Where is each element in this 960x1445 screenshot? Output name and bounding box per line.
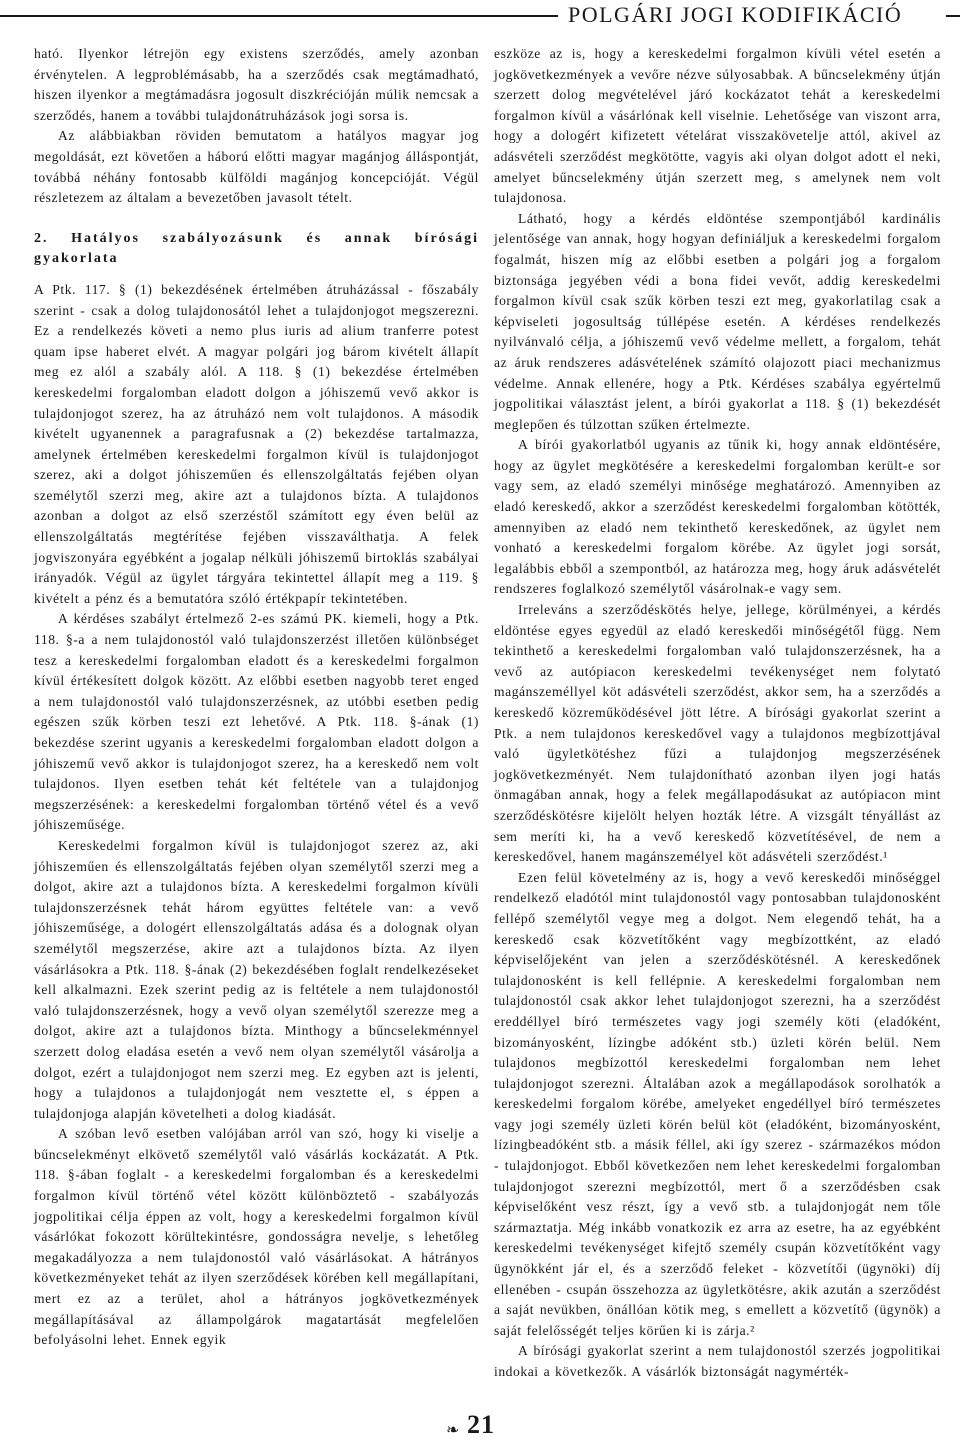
left-column (34, 44, 479, 1351)
page-header (0, 0, 960, 34)
paragraph: A bírósági gyakorlat szerint a nem tulajdonostól szerzés jogpolitikai indokai a következők. A vásárlók biztonságát nagymérték- (494, 1343, 941, 1379)
page-number: 21 (467, 1410, 495, 1439)
running-title: POLGÁRI JOGI KODIFIKÁCIÓ (568, 2, 903, 27)
right-column (494, 44, 941, 1383)
section-heading: 2. Hatályos szabályozásunk és annak bírósági gyakorlata (34, 230, 479, 267)
ornament-icon: ❧ (446, 1422, 460, 1439)
paragraph: eszköze az is, hogy a kereskedelmi forgalmon kívüli vétel esetén a jogkövetkezmények a vevőre nézve súlyosabbak. A bűncselekmény útján szerzett dolog megvételével járó kockázatot tehát a kereskedelmi forgalmon kívül a vásárlónak kell viselnie. Lehetősége van viszont arra, hogy a dologért kifizetett vételárat visszakövetelje attól, akivel az adásvételi szerződést megkötötte, vagyis aki olyan dolgot adott el neki, amelyet bűncselekmény útján szerzett meg, s amelynek nem volt tulajdonosa. (494, 46, 941, 206)
paragraph: A kérdéses szabályt értelmező 2-es számú PK. kiemeli, hogy a Ptk. 118. §-a a nem tulajdonostól való tulajdonszerzést illetően különbséget tesz a kereskedelmi forgalomban eladott és a kereskedelmi forgalmon kívül értékesített dolgok között. Az előbbi esetben nagyobb teret enged a nem tulajdonostól való tulajdonszerzésnek, az utóbbi esetben pedig egészen szűk körben teszi ezt lehetővé. A Ptk. 118. §-ának (1) bekezdése szerint ugyanis a kereskedelmi forgalomban eladott dolgon a jóhiszemű vevő akkor is tulajdonjogot szerez, ha a kereskedő nem volt tulajdonos. Ilyen esetben tehát két feltétele van a tulajdonjog megszerzésének: a kereskedelmi forgalomban történő vétel és a vevő jóhiszeműsége. (34, 611, 479, 833)
paragraph: Irreleváns a szerződéskötés helye, jellege, körülményei, a kérdés eldöntése egyes egyedül az eladó kereskedői minőségétől függ. Nem tekinthető a kereskedelmi forgalomban való tulajdonszerzésnek, ha a vevő az autópiacon kereskedelmi tevékenységet nem folytató magánszeméllyel köt adásvételi szerződést, akkor sem, ha a szerződés a kereskedő közreműködésével jött létre. A bírósági gyakorlat szerint a Ptk. a nem tulajdonos kereskedővel vagy a tulajdonos megbízottjával való ügyletkötéshez fűzi a tulajdonjog megszerzésének jogkövetkezményét. Nem tulajdonítható azonban ilyen jogi hatás önmagában annak, hogy a felek megállapodásukat az autópiacon mint szerződéskötésre kijelölt helyen hozták létre. A vizsgált tényállást az sem meríti ki, ha a vevő kereskedő közvetítésével, de nem a kereskedővel, hanem magánszemélyel köt adásvételi szerződést.¹ (494, 602, 941, 865)
header-rule-right (946, 15, 960, 17)
paragraph: Az alábbiakban röviden bemutatom a hatályos magyar jog megoldását, ezt követően a háború előtti magyar magánjog álláspontját, továbbá néhány fontosabb külföldi magánjog koncepcióját. Végül részletezem az általam a bevezetőben javasolt tételt. (34, 128, 479, 206)
paragraph: A bírói gyakorlatból ugyanis az tűnik ki, hogy annak eldöntésére, hogy az ügylet megkötésére a kereskedelmi forgalomban került-e sor vagy sem, az eladó személyi minősége meghatározó. Amennyiben az eladó kereskedő, akkor a szerződést kereskedelmi forgalomban kötötték, amennyiben az eladó nem tekinthető kereskedőnek, az ügylet nem vonható a kereskedelmi forgalom körébe. Az ügylet jogi sorsát, legalábbis ebből a szempontból, az határozza meg, hogy áruk adásvételét rendszeres foglalkozó személytől vásárolnak-e vagy sem. (494, 437, 941, 597)
paragraph: ható. Ilyenkor létrejön egy existens szerződés, amely azonban érvénytelen. A legproblémásabb, ha a szerződés csak megtámadható, hiszen ilyenkor a megtámadásra jogosult diszkrécióján múlik nemcsak a szerződés, hanem a további tulajdonátruházások jogi sorsa is. (34, 46, 479, 123)
spacer (34, 209, 479, 223)
page-footer (0, 1408, 960, 1444)
paragraph: Ezen felül követelmény az is, hogy a vevő kereskedői minőséggel rendelkező eladótól mint tulajdonostól vagy pontosabban tulajdonosként fellépő személytől vegye meg a dolgot. Nem elegendő tehát, ha a kereskedő csak közvetítőként vagy megbízottként, az eladó képviselőjeként van jelen a szerződéskötésnél. A kereskedőnek tulajdonosként is kell fellépnie. A kereskedelmi forgalomban nem tulajdonostól csak akkor lehet tulajdonjogot szerezni, ha a szerződést ereddéllyel bíró természetes vagy jogi személy köti (eladóként, bizományosként, lízingbe adóként stb.) üzleti körén belül. Nem tulajdonos megbízottól kereskedelmi forgalomban nem lehet tulajdonjogot szerezni. Általában azok a megállapodások sorolhatók a kereskedelmi forgalom körébe, amelyeket engedéllyel bíró természetes vagy jogi személy üzleti körén belül köt (eladóként, bizományosként, lízingbeadóként stb. a másik féllel, aki így szerez - származékos módon - tulajdonjogot. Ebből következően nem lehet kereskedelmi forgalomban tulajdonjogot szerezni megbízottól, mert ő a szerződésben csak képviselőként vesz részt, így a vevő stb. a tulajdonjogát nem tőle származtatja. Még inkább vonatkozik ez arra az esetre, ha az egyébként kereskedelmi tevékenységet kifejtő személy csupán közvetítőként vagy ügynökként jár el, és a szerződő feleket - közvetítői (ügynöki) díj ellenében - csupán összehozza az ügyletkötésre, akik azután a szerződést a saját nevükben, önállóan kötik meg, s emellett a közvetítő (ügynök) a saját felelősségét teljes körűen ki is zárja.² (494, 869, 941, 1338)
paragraph: A Ptk. 117. § (1) bekezdésének értelmében átruházással - főszabály szerint - csak a dolog tulajdonosától lehet a tulajdonjogot megszerezni. Ez a rendelkezés követi a nemo plus iuris ad alium tranferre potest quam ipse haberet elvét. A magyar polgári jog bárom kivételt állapít meg ez alól a szabály alól. A 118. § (1) bekezdése értelmében kereskedelmi forgalomban eladott dolgon a jóhiszemű vevő akkor is tulajdonjogot szerez, ha az átruházó nem volt tulajdonos. A második kivételt ugyanennek a paragrafusnak a (2) bekezdése tartalmazza, amelynek értelmében kereskedelmi forgalmon kívül is tulajdonjogot szerez, aki a dolgot jóhiszeműen és ellenszolgáltatás fejében olyan személytől szerzi meg, akire azt a tulajdonos bízta. A tulajdonos azonban a dolgot az első szerzéstől számított egy éven belül az ellenszolgáltatás megtérítése fejében visszaválthatja. A felek jogviszonyára egyébként a jogalap nélküli jóhiszemű birtoklás szabályai irányadók. Végül az ügylet tárgyára tekintettel állapít meg a 119. § kivételt a pénz és a bemutatóra szóló értékpapír tekintetében. (34, 281, 479, 606)
header-rule-left (0, 15, 558, 17)
paragraph: Látható, hogy a kérdés eldöntése szempontjából kardinális jelentősége van annak, hogy hogyan definiáljuk a kereskedelmi forgalom fogalmát, hiszen míg az előbbi esetben a polgári jog a forgalom biztonsága jegyében védi a bona fidei vevőt, addig kereskedelmi forgalmon kívül csak szűk körben teszi ezt meg, gyakorlatilag csak a képviseleti jogosultság túllépése esetén. A kérdéses rendelkezés nyilvánvaló célja, a jóhiszemű vevő védelme mellett, a forgalom, tehát az áruk rendszeres adásvételének számító olajozott piaci mechanizmus védelme. Annak ellenére, hogy a Ptk. Kérdéses szabálya egyértelmű jogpolitikai választást jelent, a bírói gyakorlat a 118. § (1) bekezdését meglepően és túlzottan szűken értelmezte. (494, 210, 941, 432)
paragraph: A szóban levő esetben valójában arról van szó, hogy ki viselje a bűncselekményt elkövető személytől való vásárlás kockázatát. A Ptk. 118. §-ában foglalt - a kereskedelmi forgalomban és a kereskedelmi forgalmon kívül történő vétel között különböztető - szabályozás jogpolitikai célja éppen az volt, hogy a kereskedelmi forgalmon kívül vásárlókat fokozott körültekintésre, gondosságra nevelje, s lehetőleg megakadályozza a nem tulajdonostól való vásárlásokat. A hátrányos következményeket tehát az ilyen szerződések körében kell megállapítani, mert ez az a terület, ahol a hátrányos jogkövetkezmények megállapításával az állampolgárok magatartását megfelelően befolyásolni lehet. Ennek egyik (34, 1126, 479, 1348)
paragraph: Kereskedelmi forgalmon kívül is tulajdonjogot szerez az, aki jóhiszeműen és ellenszolgáltatás fejében olyan személytől szerzi meg a dolgot, akire azt a tulajdonos bízta. A kereskedelmi forgalmon kívüli tulajdonszerzésnek tehát három együttes feltétele van: a vevő jóhiszeműsége, a dologért ellenszolgáltatás adása és a dolognak olyan személytől megszerzése, akire azt a tulajdonos bízta. Az ilyen vásárlásokra a Ptk. 118. §-ának (2) bekezdésében foglalt rendelkezéseket kell alkalmazni. Ezek szerint pedig az is feltétele a nem tulajdonostól való tulajdonszerzésnek, hogy a vevő olyan személytől szerezze meg a dolgot, akire azt a tulajdonos bízta. Minthogy a bűncselekménnyel szerzett dolog eladása esetén a vevő nem olyan személytől vásárolja a dolgot, ezért a tulajdonjogot nem szerzi meg. Ez egyben azt is jelenti, hogy a tulajdonos a tulajdonjogát nem vesztette el, s éppen a tulajdonjoga alapján követelheti a dolog kiadását. (34, 837, 479, 1121)
